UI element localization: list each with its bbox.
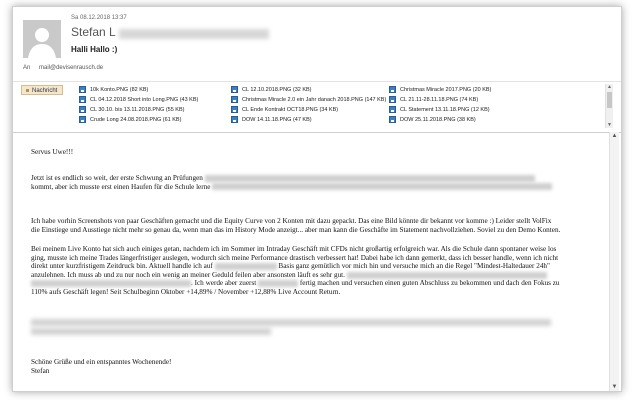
redacted-text [212, 183, 552, 190]
attachment-item[interactable]: DOW 25.11.2018.PNG (38 KB) [389, 116, 476, 125]
redacted-text [258, 280, 298, 287]
image-file-icon [79, 96, 86, 103]
attachment-item[interactable]: CL 12.10.2018.PNG (32 KB) [231, 86, 312, 95]
scroll-down-icon[interactable]: ▼ [611, 384, 618, 390]
redacted-line [31, 319, 551, 326]
body-paragraph-3-line-6: 110% aufs Geschäft legen! Seit Schulbeginn Oktober +14,89% / November +12,88% Live Account Return. [31, 288, 341, 296]
image-file-icon [79, 106, 86, 113]
attachment-item[interactable]: Crude Long 24.08.2018.PNG (61 KB) [79, 116, 181, 125]
person-icon [23, 20, 61, 58]
signature: Stefan [31, 366, 50, 375]
sender-email-redacted [119, 29, 269, 39]
body-paragraph-3-line-4: anzulehnen. Ich muss ab und zu nur noch ein wenig an meiner Geduld feilen aber ansonsten läuft es sehr gut. [31, 271, 596, 280]
image-file-icon [231, 96, 238, 103]
body-paragraph-3-line-3: direkt unter kurzfristigem Zeitdruck bin. Aktuell handle ich auf Basis ganz gemütlich vor mich hin und versuche mich an die Regel "Mindest-Haltedauer 24h" [31, 262, 550, 271]
body-paragraph-2-line-2: die Einstiege und Ausstiege nicht mehr so genau da, wenn man das im History Mode anzeigt... aber man kann die Geschäfte im Statement nachvollziehen. Soviel zu den Demo Konten. [31, 225, 561, 234]
attachments-bar [13, 81, 621, 133]
redacted-text [215, 263, 277, 270]
sender-avatar [23, 20, 61, 58]
body-paragraph-3-line-5: . Ich werde aber zuerst fertig machen und versuchen einen guten Abschluss zu bekommen und dach den Fokus zu [31, 279, 596, 288]
body-paragraph-1-line-2: kommt, aber ich musste erst einen Haufen für die Schule lerne [31, 183, 596, 192]
body-paragraph-3: Bei meinem Live Konto hat sich auch einiges getan, nachdem ich im Sommer im Intraday Geschäft mit CFDs nicht großartig erfolgreich war. Als die Schule dann spontaner weise los [31, 245, 557, 253]
email-date: Sa 08.12.2018 13:37 [71, 15, 127, 21]
image-file-icon [79, 86, 86, 93]
message-button[interactable]: Nachricht [21, 85, 63, 95]
attachment-item[interactable]: Christmas Miracle 2017.PNG (20 KB) [389, 86, 491, 95]
sender-name[interactable]: Stefan L [71, 25, 116, 39]
image-file-icon [79, 116, 86, 123]
attachment-item[interactable]: CL 30.10. bis 13.11.2018.PNG (55 KB) [79, 106, 184, 115]
attachment-item[interactable]: 10k Konto.PNG (82 KB) [79, 86, 148, 95]
image-file-icon [231, 116, 238, 123]
email-subject: Halli Hallo :) [71, 45, 118, 54]
attachment-item[interactable]: CL Ende Kontrakt OCT18.PNG (34 KB) [231, 106, 338, 115]
to-label: An [23, 65, 31, 71]
attachment-item[interactable]: CL 21.11-28.11.18.PNG (74 KB) [389, 96, 478, 105]
image-file-icon [231, 106, 238, 113]
message-icon [26, 89, 29, 92]
email-header [13, 7, 621, 81]
redacted-text [31, 280, 191, 287]
attachment-item[interactable]: DOW 14.11.18.PNG (47 KB) [231, 116, 312, 125]
scroll-up-icon[interactable]: ▲ [611, 133, 618, 139]
greeting: Servus Uwe!!! [31, 148, 74, 156]
attachments-scrollbar[interactable] [605, 84, 613, 128]
attachment-item[interactable]: CL 04.12.2018 Short into Long.PNG (43 KB) [79, 96, 198, 105]
image-file-icon [389, 106, 396, 113]
attachment-item[interactable]: CL Statement 13.11.18.PNG (12 KB) [389, 106, 490, 115]
scroll-thumb[interactable] [607, 92, 612, 108]
body-paragraph-1: Jetzt ist es endlich so weit, der erste Schwung an Prüfungen [31, 174, 596, 183]
body-paragraph-3-line-2: ging, musste ich meine Trades längerfristiger auslegen, wodurch sich meine Performance drastisch verbessert hat! Dabei habe ich dann gemerkt, dass ich besser handle, wenn ich nicht [31, 253, 559, 262]
image-file-icon [231, 86, 238, 93]
redacted-line [31, 328, 271, 335]
image-file-icon [389, 86, 396, 93]
to-recipient[interactable]: mail@devisenrausch.de [39, 65, 104, 71]
redacted-text [205, 175, 535, 182]
scroll-up-icon[interactable]: ▲ [607, 84, 612, 90]
image-file-icon [389, 116, 396, 123]
scroll-down-icon[interactable]: ▼ [607, 122, 612, 128]
body-paragraph-2: Ich habe vorhin Screenshots von paar Geschäften gemacht und die Equity Curve von 2 Konten mit dazu gepackt. Das eine Bild könnte dir bekannt vor komme :) Leider stellt VolFix [31, 217, 552, 225]
email-window [12, 6, 622, 392]
image-file-icon [389, 96, 396, 103]
email-body [13, 132, 621, 391]
body-scrollbar[interactable] [609, 132, 619, 391]
closing: Schöne Grüße und ein entspanntes Wochenende! [31, 358, 172, 366]
redacted-text [347, 272, 547, 279]
attachment-item[interactable]: Christmas Miracle 2.0 ein Jahr danach 2018.PNG (147 KB) [231, 96, 386, 105]
